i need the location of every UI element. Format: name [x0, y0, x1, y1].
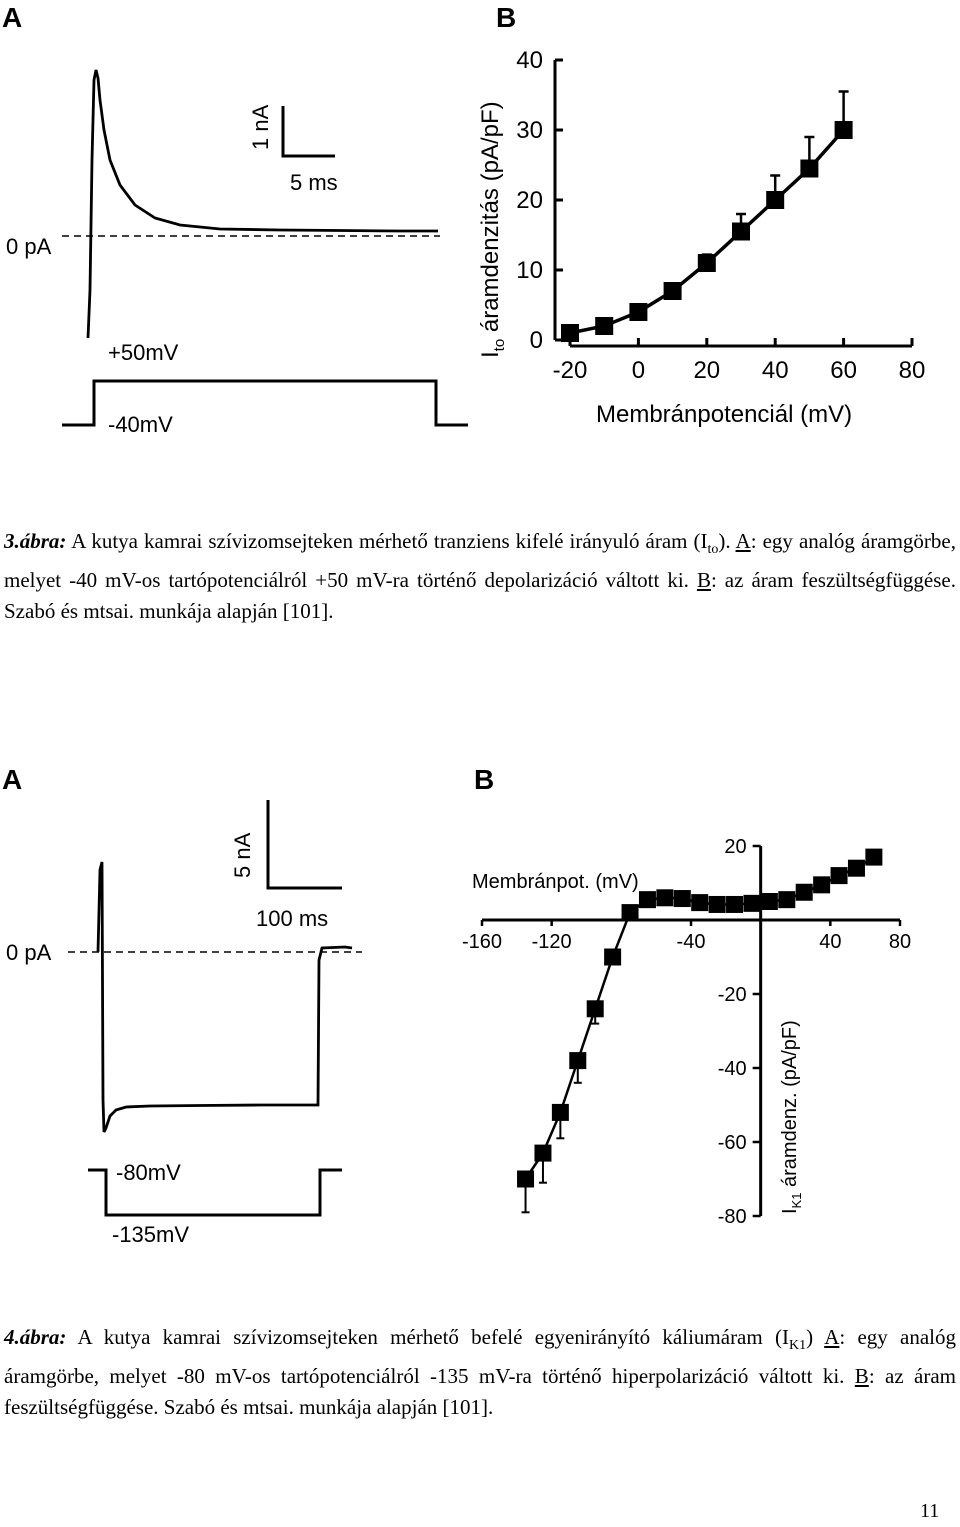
data-point: [604, 949, 621, 966]
data-point: [587, 1000, 604, 1017]
data-point: [778, 891, 795, 908]
y-tick-label: 40: [516, 47, 543, 74]
data-point: [743, 895, 760, 912]
data-point: [848, 860, 865, 877]
data-point: [534, 1145, 551, 1162]
page-number: 11: [920, 1500, 940, 1522]
y-tick-label: 20: [724, 836, 747, 858]
data-point: [831, 867, 848, 884]
x-tick-label: 40: [819, 931, 842, 953]
fig3-zero-label: 0 pA: [6, 234, 52, 259]
fig4-protocol-low: -135mV: [112, 1222, 190, 1247]
data-point: [726, 896, 743, 913]
data-point: [622, 904, 639, 921]
x-tick-label: -40: [676, 931, 706, 953]
data-point: [761, 893, 778, 910]
x-tick-label: -120: [531, 931, 572, 953]
x-tick-label: 80: [898, 357, 926, 384]
data-point: [552, 1104, 569, 1121]
fig4-x-axis-title: Membránpot. (mV): [472, 871, 639, 893]
x-tick-label: 80: [888, 931, 912, 953]
data-point: [796, 884, 813, 901]
data-point: [517, 1171, 534, 1188]
y-tick-label: 30: [516, 117, 543, 144]
fig4-caption: [4, 1322, 956, 1423]
data-point: [865, 849, 882, 866]
data-point: [569, 1052, 586, 1069]
fig3-protocol-high: +50mV: [108, 340, 179, 365]
fig3-protocol-low: -40mV: [108, 412, 173, 437]
fig4-caption-text-1: A kutya kamrai szívizomsejteken mérhető befelé egyenirányító káliumáram (I: [66, 1325, 789, 1349]
fig3-caption-ref-a: A: [735, 529, 751, 553]
fig4-caption-ref-a: A: [824, 1325, 840, 1349]
x-tick-label: -20: [552, 357, 588, 384]
fig3-caption-sub: to: [707, 542, 719, 558]
y-tick-label: -40: [717, 1058, 747, 1080]
fig3-panel-b-letter: B: [496, 2, 517, 33]
fig3-caption-text-1: A kutya kamrai szívizomsejteken mérhető tranziens kifelé irányuló áram (I: [66, 529, 708, 553]
fig4-panel-a-letter: A: [2, 764, 23, 795]
y-tick-label: -60: [717, 1132, 747, 1154]
fig3-panel-a-letter: A: [2, 2, 23, 33]
fig4-caption-text-3: : egy analóg áramgörbe, melyet -80 mV-os tartópotenciálról -135 mV-ra történő hiperpolarizáció váltott ki.: [4, 1325, 956, 1389]
fig4-y-axis-title: $I_{K1}$ áramdenz. (pA/pF): [779, 1020, 804, 1214]
data-point: [709, 896, 726, 913]
x-tick-label: 60: [830, 357, 857, 384]
fig3-caption-number: 3.ábra:: [4, 529, 67, 553]
fig3-scale-current: 1 nA: [248, 104, 273, 150]
fig4-caption-sub: K1: [788, 1338, 807, 1354]
fig4-protocol-high: -80mV: [116, 1160, 181, 1185]
fig3-scale-time: 5 ms: [290, 170, 338, 195]
x-tick-label: -160: [461, 931, 503, 953]
data-point: [813, 876, 830, 893]
y-tick-label: 0: [529, 327, 543, 354]
y-tick-label: -20: [717, 984, 747, 1006]
fig3-caption-ref-b: B: [696, 568, 711, 593]
fig4-scale-current: 5 nA: [230, 832, 255, 878]
fig4-caption-ref-b: B: [854, 1364, 869, 1389]
data-point: [691, 894, 708, 911]
data-point: [674, 890, 691, 907]
fig4-scale-time: 100 ms: [256, 906, 329, 931]
fig4-zero-label: 0 pA: [6, 940, 52, 965]
y-tick-label: -80: [717, 1206, 747, 1228]
fig4-caption-text-2: ): [806, 1325, 825, 1349]
data-point: [656, 889, 673, 906]
fig3-caption-text-4: : az áram feszültségfüggése. Szabó és mtsai. munkája alapján [101].: [4, 568, 956, 624]
fig4-panel-b-letter: B: [474, 764, 495, 795]
fig3-x-axis-title: Membránpotenciál (mV): [596, 401, 853, 428]
y-tick-label: 10: [516, 257, 543, 284]
x-tick-label: 20: [693, 357, 721, 384]
fig3-caption-text-2: ).: [718, 529, 736, 553]
y-tick-label: 20: [516, 187, 543, 214]
fig4-caption-number: 4.ábra:: [4, 1325, 67, 1349]
fig4-caption-text-4: : az áram feszültségfüggése. Szabó és mtsai. munkája alapján [101].: [4, 1364, 956, 1420]
x-tick-label: 0: [631, 357, 646, 384]
x-tick-label: 40: [761, 357, 789, 384]
fig3-y-axis-title: $I_{to}$ áramdenzitás (pA/pF): [477, 101, 508, 358]
data-point: [639, 891, 656, 908]
fig3-caption-text-3: : egy analóg áramgörbe, melyet -40 mV-os tartópotenciálról +50 mV-ra történő depolarizáció váltott ki.: [4, 529, 956, 593]
